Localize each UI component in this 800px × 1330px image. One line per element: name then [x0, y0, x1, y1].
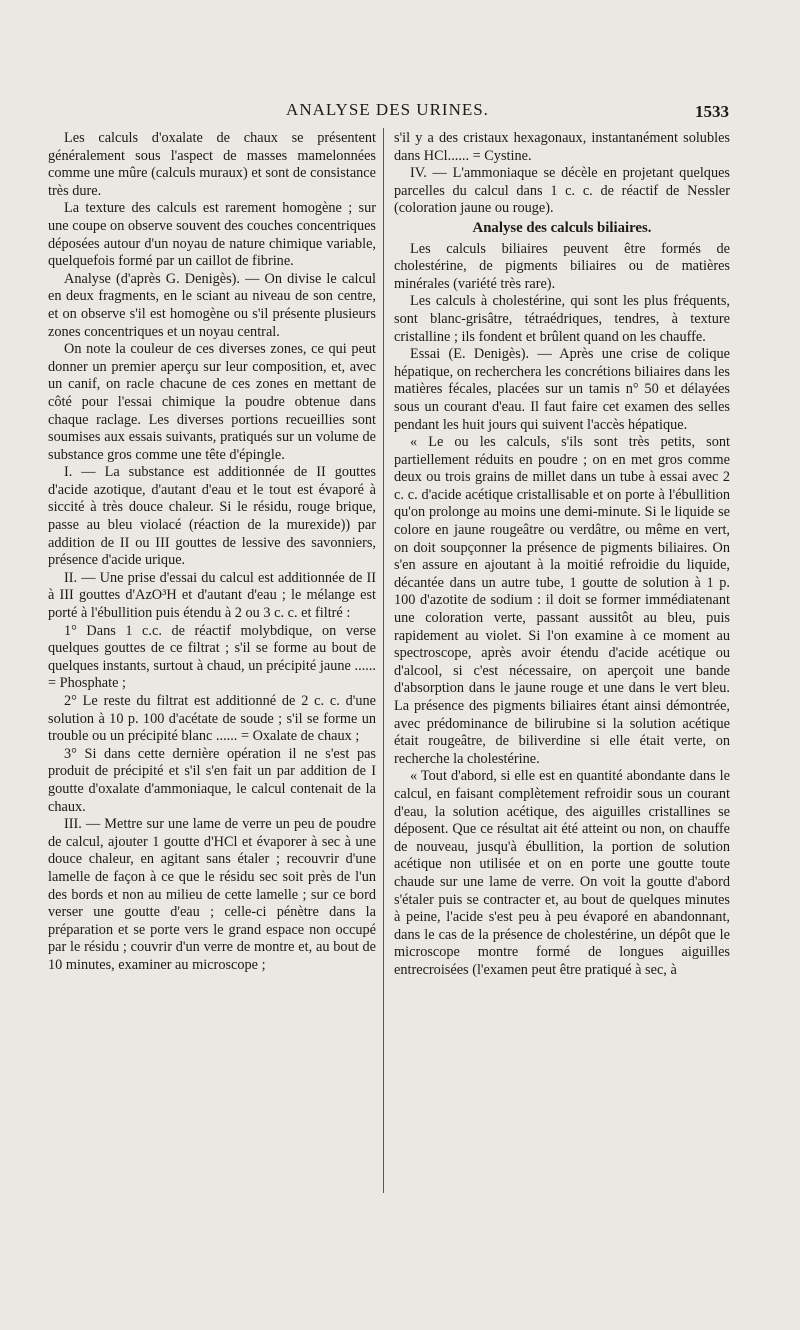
left-column — [48, 130, 376, 975]
paragraph: 1° Dans 1 c.c. de réactif molybdique, on verse quelques gouttes de ce filtrat ; s'il se forme au bout de quelques instants, surtout à chaud, un précipité jaune ...... = Phosphate ; — [48, 622, 376, 692]
paragraph: 2° Le reste du filtrat est additionné de 2 c. c. d'une solution à 10 p. 100 d'acétate de soude ; s'il se forme un trouble ou un précipité blanc ...... = Oxalate de chaux ; — [48, 693, 376, 745]
section-heading: Analyse des calculs biliaires. — [472, 219, 652, 236]
paragraph: Les calculs biliaires peuvent être formés de cholestérine, de pigments biliaires ou de matières minérales (variété très rare). — [394, 240, 730, 292]
paragraph: I. — La substance est additionnée de II gouttes d'acide azotique, d'autant d'eau et le tout est évaporé à siccité à très douce chaleur. Si le résidu, rouge brique, passe au bleu violacé (réaction de la murexide)) par addition de II ou III gouttes de lessive des savonniers, présence d'acide urique. — [48, 464, 376, 569]
paragraph: « Tout d'abord, si elle est en quantité abondante dans le calcul, en faisant complètement refroidir sous un courant d'eau, la solution acétique, des aiguilles cristallines se déposent. Que ce résultat ait été atteint ou non, on chauffe de nouveau, jusqu'à ébullition, la portion de solution acétique non utilisée et on en porte une goutte toute chaude sur une lame de verre. On voit la goutte d'abord s'étaler puis se contracter et, au bout de quelques minutes à peine, l'acide s'est peu à peu évaporé en abandonnant, dans le cas de la présence de cholestérine, un dépôt que le microscope montre formé de longues aiguilles entrecroisées (l'examen peut être pratiqué à sec, à — [394, 768, 730, 978]
page-header — [40, 100, 735, 124]
paragraph: Les calculs à cholestérine, qui sont les plus fréquents, sont blanc-grisâtre, tétraédriques, tendres, à texture cristalline ; ils fondent et brûlent quand on les chauffe. — [394, 293, 730, 345]
paragraph: Essai (E. Denigès). — Après une crise de colique hépatique, on recherchera les concrétions biliaires dans les matières fécales, placées sur un tamis n° 50 et délayées sous un courant d'eau. Il faut faire cet examen des selles pendant les huit jours qui suivent l'accès hépatique. — [394, 346, 730, 433]
paragraph: 3° Si dans cette dernière opération il ne s'est pas produit de précipité et s'il s'en fait un par addition de I goutte d'oxalate d'ammoniaque, le calcul contenait de la chaux. — [48, 745, 376, 815]
paragraph: s'il y a des cristaux hexagonaux, instantanément solubles dans HCl...... = Cystine. — [394, 130, 730, 164]
column-divider — [383, 128, 384, 1193]
paragraph: III. — Mettre sur une lame de verre un peu de poudre de calcul, ajouter 1 goutte d'HCl et évaporer à sec à une douce chaleur, en agitant sans étaler ; recouvrir d'une lamelle de façon à ce que le résidu sec soit près de l'un des bords et non au milieu de cette lamelle ; sur ce bord verser une goutte d'eau ; celle-ci pénètre dans la préparation et se porte vers le grand espace non occupé par le résidu ; couvrir d'un verre de montre et, au bout de 10 minutes, examiner au microscope ; — [48, 816, 376, 973]
paragraph: IV. — L'ammoniaque se décèle en projetant quelques parcelles du calcul dans 1 c. c. de réactif de Nessler (coloration jaune ou rouge). — [394, 165, 730, 217]
page-number: 1533 — [695, 102, 729, 121]
paragraph: Analyse (d'après G. Denigès). — On divise le calcul en deux fragments, en le sciant au niveau de son centre, et on observe s'il est homogène ou s'il présente plusieurs zones concentriques et un noyau central. — [48, 270, 376, 340]
right-column — [394, 130, 730, 980]
paragraph: II. — Une prise d'essai du calcul est additionnée de II à III gouttes d'AzO³H et d'autant d'eau ; le mélange est porté à l'ébullition puis étendu à 2 ou 3 c. c. et filtré : — [48, 569, 376, 622]
paragraph: Les calculs d'oxalate de chaux se présentent généralement sous l'aspect de masses mamelonnées comme une mûre (calculs muraux) et sont de consistance très dure. — [48, 130, 376, 199]
paragraph: « Le ou les calculs, s'ils sont très petits, sont partiellement réduits en poudre ; on en met gros comme deux ou trois grains de millet dans un tube à essai avec 2 c. c. d'acide acétique cristallisable et on porte à l'ébullition qu'on prolonge au moins une demi-minute. Si le liquide se colore en jaune rougeâtre ou verdâtre, ou même en vert, on doit soupçonner la présence de pigments biliaires. On s'en assure en ajoutant à la moitié refroidie du liquide, décantée dans un autre tube, 1 goutte de solution à 1 p. 100 d'azotite de sodium : il doit se former immédiatenant une coloration verte, passant aussitôt au bleu, puis rapidement au violet. Si l'on examine à ce moment au spectroscope, après avoir étendu d'acide acétique ou d'alcool, si c'est nécessaire, on aperçoit une bande d'absorption dans le jaune rouge et une dans le vert bleu. La présence des pigments biliaires étant ainsi démontrée, avec prédominance de bilirubine si la solution acétique était rougeâtre, de biliverdine si elle était verte, on recherche la cholestérine. — [394, 434, 730, 767]
paragraph: La texture des calculs est rarement homogène ; sur une coupe on observe souvent des couches concentriques déposées autour d'un noyau de nature chimique variable, quelquefois formé par un caillot de fibrine. — [48, 200, 376, 270]
paragraph: On note la couleur de ces diverses zones, ce qui peut donner un premier aperçu sur leur composition, et, avec un canif, on racle chacune de ces zones en mettant de côté pour l'essai chimique la poudre obtenue dans chaque raclage. Les diverses portions recueillies sont soumises aux essais suivants, pratiqués sur un volume de substance gros comme une tête d'épingle. — [48, 341, 376, 463]
running-title: ANALYSE DES URINES. — [286, 100, 489, 119]
